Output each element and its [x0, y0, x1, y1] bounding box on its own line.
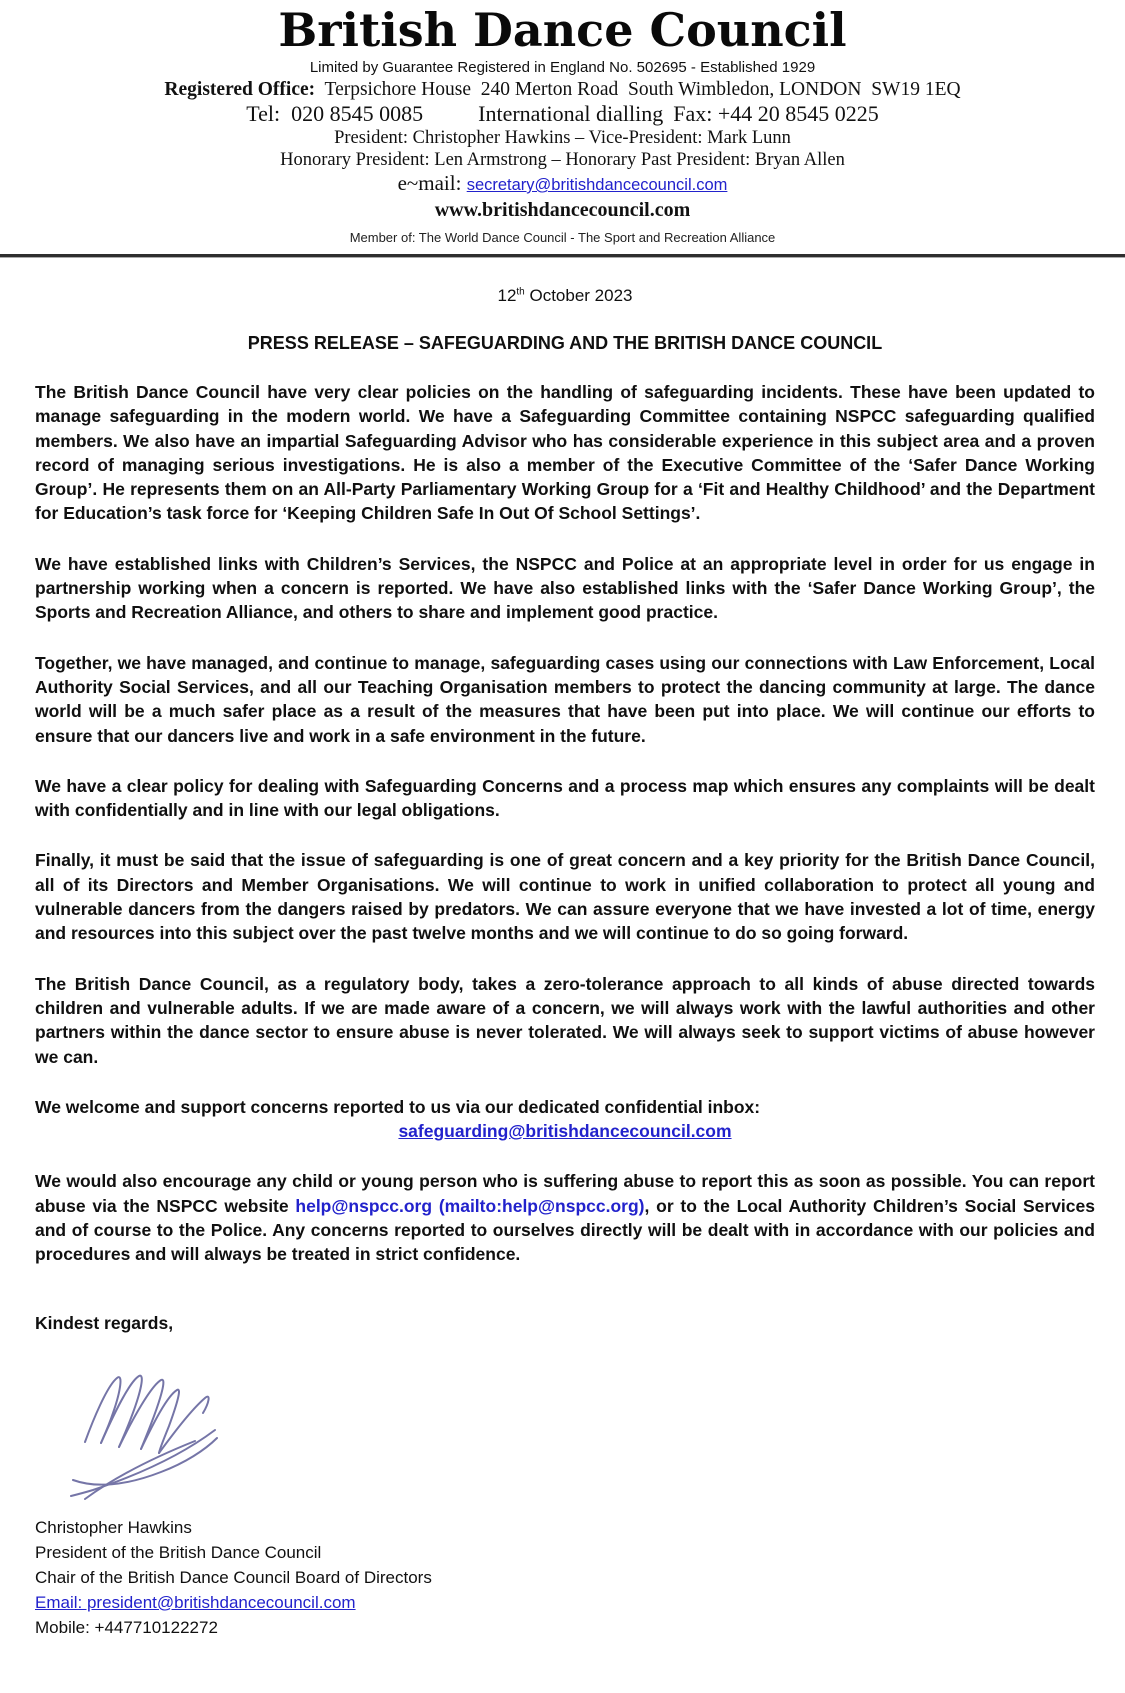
letterhead	[0, 0, 1125, 245]
reporting-text-2	[432, 1196, 439, 1216]
signatory-name: Christopher Hawkins	[35, 1517, 192, 1537]
confidential-inbox-intro: We welcome and support concerns reported to us via our dedicated confidential inbox:	[35, 1096, 761, 1117]
nspcc-mailto-link[interactable]: (mailto:help@nspcc.org)	[438, 1195, 645, 1216]
fax-label: Fax:	[673, 101, 713, 126]
tel-value: 020 8545 0085	[280, 101, 424, 126]
signature-image	[63, 1368, 273, 1503]
reporting-text-3: , or to the Local Authority Children’s Social Services and of course to the Police. Any concerns reported to ourselves directly will be dealt with in accordance with our policies and procedures and will always be treated in strict confidence.	[35, 1195, 1095, 1265]
registered-office-value: Terpsichore House 240 Merton Road South Wimbledon, LONDON SW19 1EQ	[315, 79, 961, 100]
safeguarding-email-link[interactable]: safeguarding@britishdancecouncil.com	[398, 1121, 732, 1142]
org-name: British Dance Council	[278, 3, 847, 57]
intl-dialling-label: International dialling	[478, 101, 664, 126]
paragraph-established-links: We have established links with Children’s Services, the NSPCC and Police at an appropriate level in order for us engage in partnership working when a concern is reported. We have also established links with the ‘Safer Dance Working Group’, the Sports and Recreation Alliance, and others to share and implement good practice.	[35, 553, 1095, 623]
paragraph-zero-tolerance: The British Dance Council, as a regulatory body, takes a zero-tolerance approach to all kinds of abuse directed towards children and vulnerable adults. If we are made aware of a concern, we will always work with the lawful authorities and other partners within the dance sector to ensure abuse is never tolerated. We will always seek to support victims of abuse however we can.	[35, 973, 1095, 1067]
paragraph-managed-cases: Together, we have managed, and continue to manage, safeguarding cases using our connections with Law Enforcement, Local Authority Social Services, and all our Teaching Organisation members to protect the dancing community at large. The dance world will be a much safer place as a result of the measures that have been put into place. We will continue our efforts to ensure that our dancers live and work in a safe environment in the future.	[35, 652, 1095, 746]
telephone-line	[0, 102, 1125, 126]
paragraph-key-priority: Finally, it must be said that the issue of safeguarding is one of great concern and a key priority for the British Dance Council, all of its Directors and Member Organisations. We will continue to work in unified collaboration to protect all young and vulnerable dancers from the dangers raised by predators. We can assure everyone that we have invested a lot of time, energy and resources into this subject over the past twelve months and we will continue to do so going forward.	[35, 850, 1095, 944]
membership-line: Member of: The World Dance Council - The Sport and Recreation Alliance	[349, 230, 776, 245]
nspcc-email-link[interactable]: help@nspcc.org	[295, 1195, 433, 1216]
date-rest: October 2023	[524, 286, 633, 305]
signatory-role-president: President of the British Dance Council	[35, 1542, 322, 1562]
email-label: e~mail:	[397, 171, 462, 195]
signatory-email-line	[35, 1590, 1095, 1615]
date-ordinal: th	[516, 286, 525, 298]
letter-date	[35, 286, 1095, 306]
honorary-president-line: Honorary President: Len Armstrong – Honorary Past President: Bryan Allen	[280, 150, 845, 170]
president-line: President: Christopher Hawkins – Vice-President: Mark Lunn	[334, 128, 791, 148]
signatory-mobile: Mobile: +447710122272	[35, 1617, 218, 1637]
letter-body	[35, 286, 1095, 1640]
header-divider-rule	[0, 254, 1125, 258]
website-line: www.britishdancecouncil.com	[434, 199, 691, 221]
signatory-role-chair: Chair of the British Dance Council Board of Directors	[35, 1567, 432, 1587]
registered-office-label: Registered Office:	[164, 79, 316, 100]
president-email-link[interactable]: Email: president@britishdancecouncil.com	[35, 1592, 356, 1612]
reporting-text-1: We would also encourage any child or young person who is suffering abuse to report this as soon as possible. You can report abuse via the NSPCC website	[35, 1171, 1095, 1216]
paragraph-reporting	[35, 1169, 1095, 1266]
confidential-inbox-line	[35, 1119, 1095, 1143]
closing-salutation: Kindest regards,	[35, 1312, 174, 1333]
fax-value: +44 20 8545 0225	[712, 101, 879, 126]
header-email-line	[0, 172, 1125, 197]
signature-block	[35, 1515, 1095, 1640]
press-release-title: PRESS RELEASE – SAFEGUARDING AND THE BRITISH DANCE COUNCIL	[247, 333, 883, 353]
tel-label: Tel:	[246, 101, 281, 126]
paragraph-policies: The British Dance Council have very clear policies on the handling of safeguarding incidents. These have been updated to manage safeguarding in the modern world. We have a Safeguarding Committee containing NSPCC safeguarding qualified members. We also have an impartial Safeguarding Advisor who has considerable experience in this subject area and a proven record of managing serious investigations. He is also a member of the Executive Committee of the ‘Safer Dance Working Group’. He represents them on an All-Party Parliamentary Working Group for a ‘Fit and Healthy Childhood’ and the Department for Education’s task force for ‘Keeping Children Safe In Out Of School Settings’.	[35, 382, 1095, 524]
registration-line: Limited by Guarantee Registered in England No. 502695 - Established 1929	[309, 59, 816, 76]
registered-office-line	[0, 79, 1125, 101]
signature-svg	[63, 1368, 273, 1503]
date-day: 12	[497, 286, 517, 305]
secretary-email-link[interactable]: secretary@britishdancecouncil.com	[466, 176, 728, 194]
paragraph-clear-policy: We have a clear policy for dealing with Safeguarding Concerns and a process map which ensures any complaints will be dealt with confidentially and in line with our legal obligations.	[35, 775, 1095, 821]
